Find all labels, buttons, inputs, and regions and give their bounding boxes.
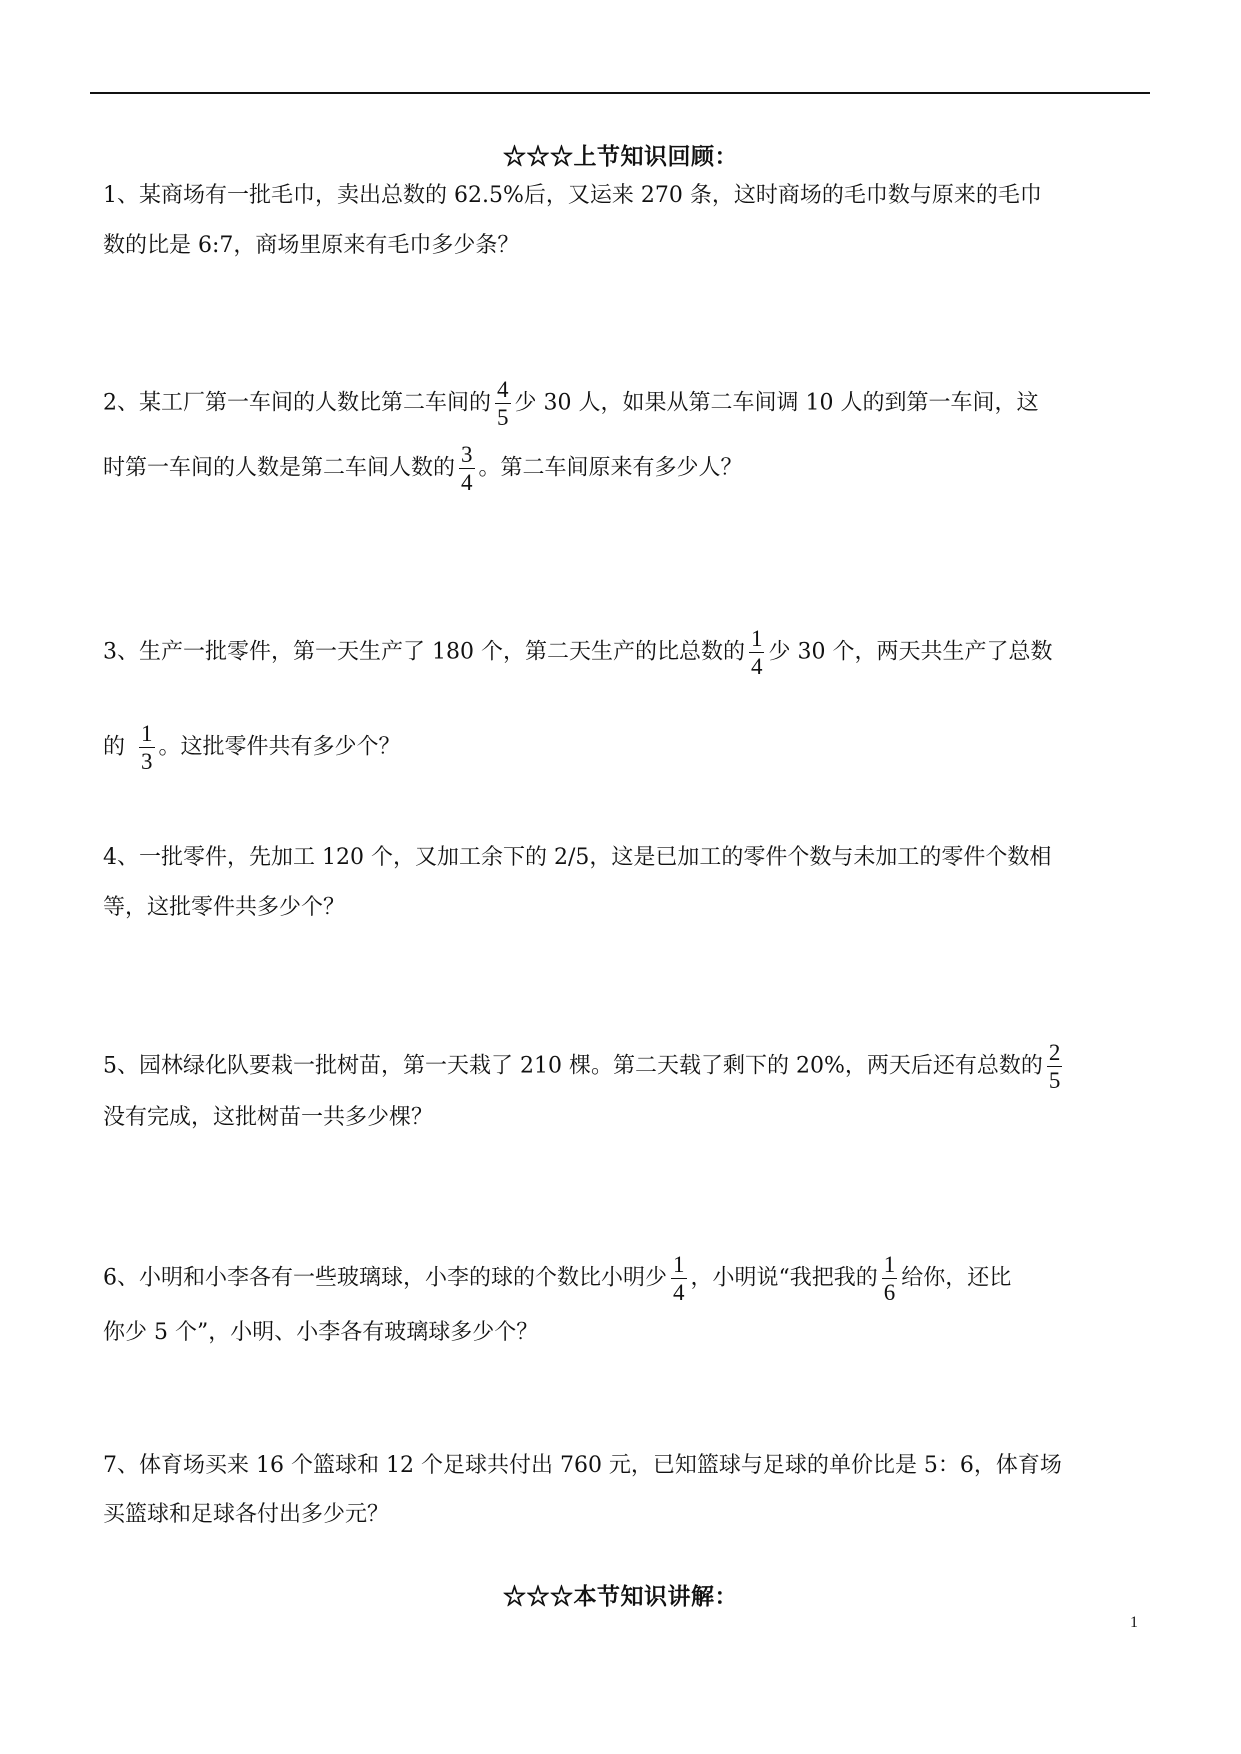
problem-6-text-c: 给你，还比 (901, 1265, 1012, 1291)
problem-7-line-2: 买篮球和足球各付出多少元？ (103, 1502, 390, 1527)
problem-4-line-2: 等，这批零件共多少个？ (103, 895, 346, 920)
problem-5-line-1 (103, 1041, 1066, 1092)
problem-3-text-c: 的 (103, 734, 126, 760)
fraction-1-4: $\frac{1}{4}$ (750, 626, 763, 679)
fraction-1-4-b: $\frac{1}{4}$ (673, 1252, 685, 1305)
problem-1-line-1: 1、某商场有一批毛巾，卖出总数的 62.5%后，又运来 270 条，这时商场的毛巾数与原来的毛巾 (103, 183, 1042, 208)
fraction-1-6: $\frac{1}{6}$ (883, 1252, 896, 1305)
fraction-1-3: $\frac{1}{3}$ (141, 721, 153, 774)
problem-2-text-c: 时第一车间的人数是第二车间人数的 (103, 455, 456, 481)
problem-3-line-2 (103, 722, 401, 773)
problem-6-text-b: ，小明说“我把我的 (690, 1265, 878, 1291)
problem-5-text-a: 5、园林绿化队要栽一批树苗，第一天栽了 210 棵。第二天载了剩下的 20%，两天后还有总数的 (103, 1053, 1043, 1079)
problem-4-line-1: 4、一批零件，先加工 120 个，又加工余下的 2/5，这是已加工的零件个数与未加工的零件个数相 (103, 845, 1052, 870)
header-rule (90, 92, 1150, 94)
section-lecture-title: ☆☆☆本节知识讲解： (503, 1583, 738, 1610)
problem-3-line-1 (103, 627, 1052, 678)
problem-6-text-a: 6、小明和小李各有一些玻璃球，小李的球的个数比小明少 (103, 1265, 667, 1291)
problem-3-text-b: 少 30 个，两天共生产了总数 (768, 639, 1053, 665)
problem-6-line-2: 你少 5 个”，小明、小李各有玻璃球多少个？ (103, 1320, 539, 1345)
problem-1-line-2: 数的比是 6:7，商场里原来有毛巾多少条？ (103, 233, 520, 258)
fraction-4-5: $\frac{4}{5}$ (497, 377, 509, 430)
fraction-2-5: $\frac{2}{5}$ (1048, 1040, 1061, 1093)
problem-2-text-a: 2、某工厂第一车间的人数比第二车间的 (103, 390, 491, 416)
problem-5-line-2: 没有完成，这批树苗一共多少棵？ (103, 1105, 434, 1130)
problem-2-line-2 (103, 443, 743, 494)
problem-2-line-1 (103, 378, 1038, 429)
problem-7-line-1: 7、体育场买来 16 个篮球和 12 个足球共付出 760 元，已知篮球与足球的单价比是 5：6，体育场 (103, 1453, 1062, 1478)
problem-2-text-b: 少 30 人，如果从第二车间调 10 人的到第一车间，这 (514, 390, 1039, 416)
page-number: 1 (1130, 1614, 1138, 1631)
fraction-3-4: $\frac{3}{4}$ (461, 442, 473, 495)
section-review-title: ☆☆☆上节知识回顾： (503, 143, 738, 170)
problem-2-text-d: 。第二车间原来有多少人？ (478, 455, 743, 481)
problem-3-text-a: 3、生产一批零件，第一天生产了 180 个，第二天生产的比总数的 (103, 639, 745, 665)
problem-3-text-d: 。这批零件共有多少个？ (158, 734, 401, 760)
problem-6-line-1 (103, 1253, 1011, 1304)
